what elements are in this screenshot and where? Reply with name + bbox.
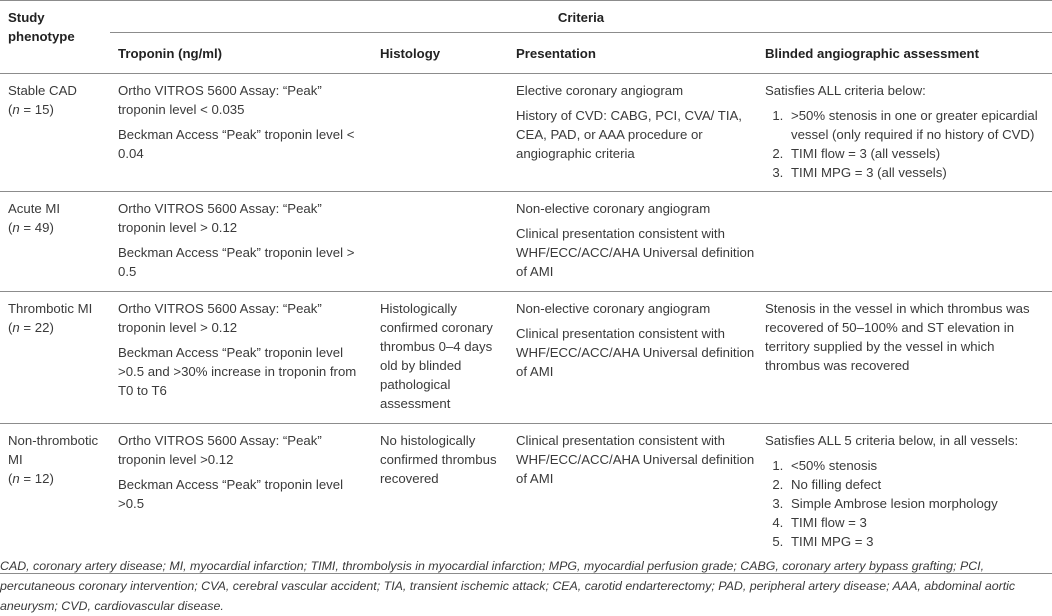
troponin-criterion: Beckman Access “Peak” troponin level < 0.04 xyxy=(118,127,355,161)
list-item: 1. <50% stenosis xyxy=(787,456,1052,475)
cell-angio xyxy=(757,292,1052,424)
cell-phenotype: Stable CAD (n = 15) xyxy=(0,74,110,192)
header-angio: Blinded angiographic assessment xyxy=(765,46,979,61)
angio-intro: Satisfies ALL 5 criteria below, in all vessels: xyxy=(765,433,1019,448)
histology-criterion: No histologically confirmed thrombus recovered xyxy=(380,433,497,486)
troponin-criterion: Beckman Access “Peak” troponin level >0.5 and >30% increase in troponin from T0 to T6 xyxy=(118,345,357,398)
presentation-criterion: Clinical presentation consistent with WHF/ECC/ACC/AHA Universal definition of AMI xyxy=(516,433,755,486)
cell-troponin xyxy=(110,424,372,574)
n-label: n xyxy=(12,102,20,117)
troponin-criterion: Ortho VITROS 5600 Assay: “Peak” troponin level >0.12 xyxy=(118,433,322,467)
troponin-criterion: Beckman Access “Peak” troponin level >0.5 xyxy=(118,477,344,511)
table-row xyxy=(0,424,1052,574)
n-label: n xyxy=(12,220,20,235)
cell-phenotype: Acute MI (n = 49) xyxy=(0,192,110,292)
list-item: 1. >50% stenosis in one or greater epicardial vessel (only required if no history of CVD) xyxy=(787,106,1052,144)
cell-troponin xyxy=(110,292,372,424)
list-item: 4. TIMI flow = 3 xyxy=(787,513,1052,532)
header-histology: Histology xyxy=(380,46,441,61)
n-value: = 49) xyxy=(19,220,54,235)
presentation-criterion: Clinical presentation consistent with WHF/ECC/ACC/AHA Universal definition of AMI xyxy=(516,226,755,279)
presentation-criterion: Non-elective coronary angiogram xyxy=(516,301,711,316)
header-study-phenotype: Study phenotype xyxy=(0,1,110,74)
troponin-criterion: Ortho VITROS 5600 Assay: “Peak” troponin level > 0.12 xyxy=(118,301,322,335)
angio-criteria-list xyxy=(765,456,1052,551)
phenotype-name: Non-thrombotic MI xyxy=(8,433,99,467)
header-presentation: Presentation xyxy=(516,46,596,61)
list-item: 2. No filling defect xyxy=(787,475,1052,494)
cell-histology xyxy=(372,74,508,192)
cell-angio xyxy=(757,192,1052,292)
cell-phenotype: Non-thrombotic MI (n = 12) xyxy=(0,424,110,574)
angio-criteria-list xyxy=(765,106,1052,182)
presentation-criterion: Clinical presentation consistent with WHF/ECC/ACC/AHA Universal definition of AMI xyxy=(516,326,755,379)
n-value: = 12) xyxy=(19,471,54,486)
n-value: = 15) xyxy=(19,102,54,117)
n-label: n xyxy=(12,320,20,335)
header-troponin: Troponin (ng/ml) xyxy=(118,46,223,61)
presentation-criterion: History of CVD: CABG, PCI, CVA/ TIA, CEA, PAD, or AAA procedure or angiographic criteria xyxy=(516,108,742,161)
table-body xyxy=(0,74,1052,574)
troponin-criterion: Ortho VITROS 5600 Assay: “Peak” troponin level > 0.12 xyxy=(118,201,322,235)
cell-presentation xyxy=(508,192,757,292)
cell-presentation xyxy=(508,74,757,192)
cell-presentation xyxy=(508,292,757,424)
list-item: 3. TIMI MPG = 3 (all vessels) xyxy=(787,163,1052,182)
presentation-criterion: Elective coronary angiogram xyxy=(516,83,684,98)
header-criteria: Criteria xyxy=(110,1,1052,33)
footnote: CAD, coronary artery disease; MI, myocardial infarction; TIMI, thrombolysis in myocardial infarction; MPG, myocardial perfusion grade; CABG, coronary artery bypass grafting; PCI, percutaneous coronary intervention; CVA, cerebral vascular accident; TIA, transient ischemic attack; CEA, carotid endarterectomy; PAD, peripheral artery disease; AAA, abdominal aortic aneurysm; CVD, cardiovascular disease. xyxy=(0,559,1016,613)
angio-intro: Satisfies ALL criteria below: xyxy=(765,83,926,98)
cell-histology xyxy=(372,192,508,292)
phenotype-name: Acute MI xyxy=(8,201,61,216)
cell-histology xyxy=(372,292,508,424)
phenotype-name: Stable CAD xyxy=(8,83,77,98)
angio-intro: Stenosis in the vessel in which thrombus was recovered of 50–100% and ST elevation in territory supplied by the vessel in which thrombus was recovered xyxy=(765,301,1030,373)
list-item: 3. Simple Ambrose lesion morphology xyxy=(787,494,1052,513)
cell-angio xyxy=(757,424,1052,574)
cell-histology xyxy=(372,424,508,574)
cell-troponin xyxy=(110,74,372,192)
table-row xyxy=(0,292,1052,424)
cell-phenotype: Thrombotic MI (n = 22) xyxy=(0,292,110,424)
troponin-criterion: Beckman Access “Peak” troponin level > 0.5 xyxy=(118,245,355,279)
cell-troponin xyxy=(110,192,372,292)
troponin-criterion: Ortho VITROS 5600 Assay: “Peak” troponin level < 0.035 xyxy=(118,83,322,117)
histology-criterion: Histologically confirmed coronary thrombus 0–4 days old by blinded pathological assessment xyxy=(380,301,493,411)
presentation-criterion: Non-elective coronary angiogram xyxy=(516,201,711,216)
phenotype-name: Thrombotic MI xyxy=(8,301,93,316)
list-item: 5. TIMI MPG = 3 xyxy=(787,532,1052,551)
table-row xyxy=(0,74,1052,192)
list-item: 2. TIMI flow = 3 (all vessels) xyxy=(787,144,1052,163)
cell-angio xyxy=(757,74,1052,192)
cell-presentation xyxy=(508,424,757,574)
n-label: n xyxy=(12,471,20,486)
table-row xyxy=(0,192,1052,292)
n-value: = 22) xyxy=(19,320,54,335)
